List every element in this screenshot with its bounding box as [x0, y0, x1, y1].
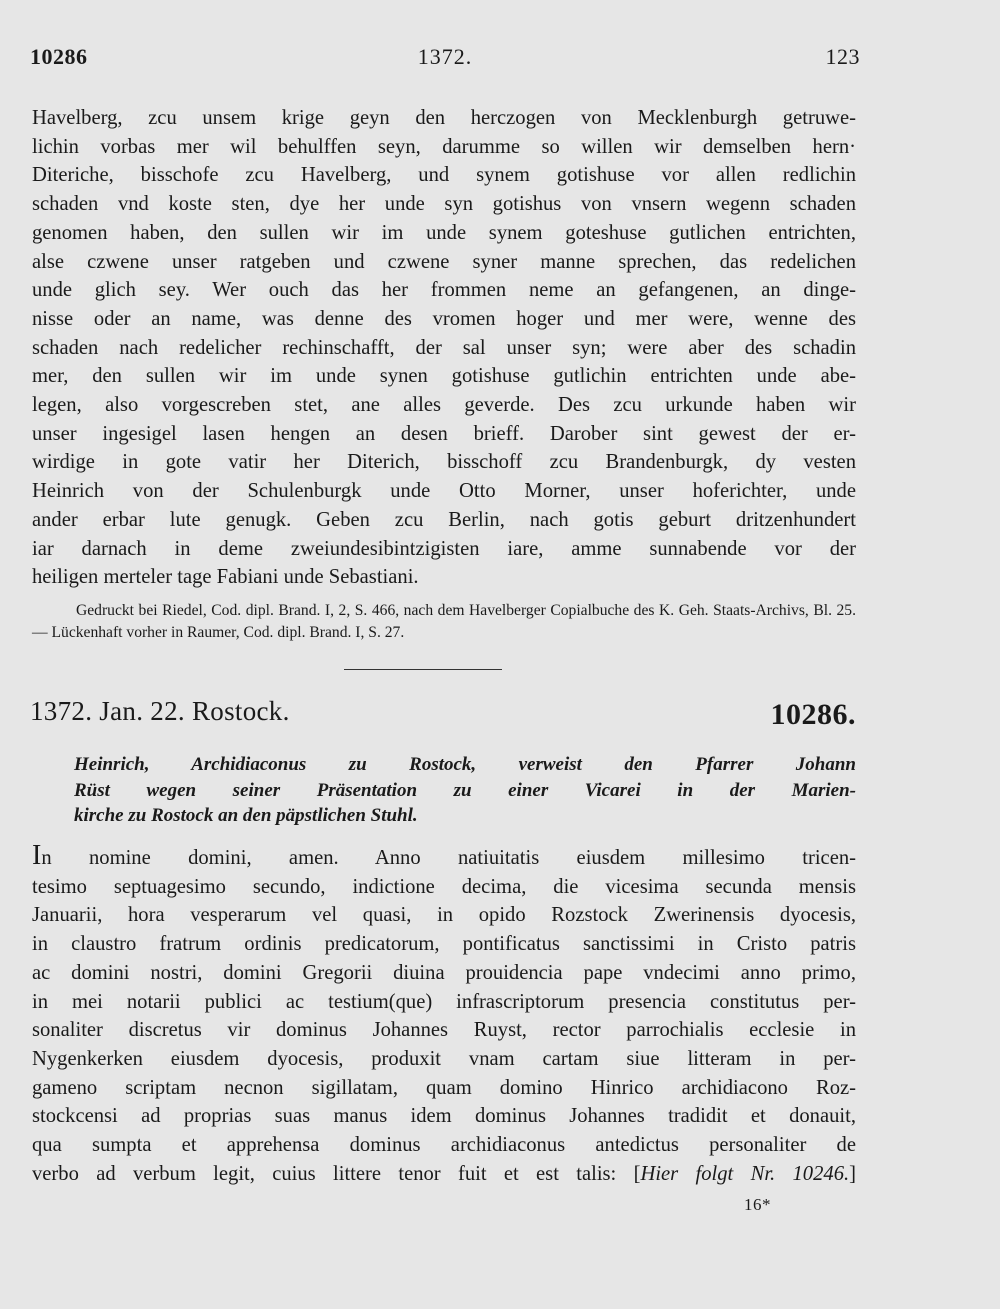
text-line: lichin vorbas mer wil behulffen seyn, darumme so willen wir demselben hern·	[32, 135, 856, 158]
summary-line: kirche zu Rostock an den päpstlichen Stuhl.	[74, 805, 418, 826]
text-line: nisse oder an name, was denne des vromen hoger und mer were, wenne des	[32, 307, 856, 330]
first-line-rest: n nomine domini, amen. Anno natiuitatis eiusdem millesimo tricen-	[41, 847, 856, 869]
text-line: wirdige in gote vatir her Diterich, bisschoff zcu Brandenburgk, dy vesten	[32, 451, 856, 474]
running-head-entry-number: 10286	[30, 44, 88, 69]
text-line: schaden vnd koste sten, dye her unde syn gotishus von vnsern wegenn schaden	[32, 193, 856, 216]
text-line: qua sumpta et apprehensa dominus archidiaconus antedictus personaliter de	[32, 1134, 856, 1157]
text-line: Diteriche, bisschofe zcu Havelberg, und synem gotishuse vor allen redlichin	[32, 164, 856, 187]
source-footnote: Gedruckt bei Riedel, Cod. dipl. Brand. I, 2, S. 466, nach dem Havelberger Copialbuche des K. Geh. Staats-Archivs, Bl. 25. — Lückenhaft vorher in Raumer, Cod. dipl. Brand. I, S. 27.	[32, 602, 856, 641]
text-line-first	[32, 840, 856, 873]
running-head	[30, 44, 860, 78]
entry-number: 10286.	[770, 698, 856, 731]
text-line: Januarii, hora vesperarum vel quasi, in opido Rozstock Zwerinensis dyocesis,	[32, 904, 856, 927]
text-line: ander erbar lute genugk. Geben zcu Berlin, nach gotis geburt dritzenhundert	[32, 508, 856, 531]
summary-line: Heinrich, Archidiaconus zu Rostock, verweist den Pfarrer Johann	[74, 754, 856, 775]
text-line: in mei notarii publici ac testium(que) infrascriptorum presencia constitutus per-	[32, 990, 856, 1013]
entry-heading	[30, 696, 856, 740]
text-line: Havelberg, zcu unsem krige geyn den herczogen von Mecklenburgh getruwe-	[32, 107, 856, 129]
last-line-text: verbo ad verbum legit, cuius littere tenor fuit et est talis:	[32, 1162, 634, 1185]
text-line: unde glich sey. Wer ouch das her frommen neme an gefangenen, an dinge-	[32, 279, 856, 302]
running-head-year: 1372.	[417, 44, 473, 69]
initial-letter: I	[32, 840, 42, 871]
text-line: unser ingesigel lasen hengen an desen brieff. Darober sint gewest der er-	[32, 422, 856, 445]
text-line: sonaliter discretus vir dominus Johannes Ruyst, rector parrochialis ecclesie in	[32, 1019, 856, 1042]
text-line-last	[32, 1160, 856, 1189]
text-line: Heinrich von der Schulenburgk unde Otto Morner, unser hoferichter, unde	[32, 480, 856, 503]
summary-line: Rüst wegen seiner Präsentation zu einer Vicarei in der Marien-	[74, 779, 856, 801]
reference-bracket-open: [	[633, 1162, 641, 1185]
text-line: heiligen merteler tage Fabiani unde Sebastiani.	[32, 566, 419, 589]
text-line: tesimo septuagesimo secundo, indictione decima, die vicesima secunda mensis	[32, 875, 856, 898]
entry-summary	[74, 752, 856, 829]
text-line: Nygenkerken eiusdem dyocesis, produxit vnam cartam siue litteram in per-	[32, 1047, 856, 1070]
text-line: in claustro fratrum ordinis predicatorum, pontificatus sanctissimi in Cristo patris	[32, 933, 856, 956]
reference-bracket-close: ]	[849, 1162, 856, 1185]
text-line: legen, also vorgescreben stet, ane alles geverde. Des zcu urkunde haben wir	[32, 394, 856, 417]
text-line: stockcensi ad proprias suas manus idem dominus Johannes tradidit et donauit,	[32, 1105, 856, 1128]
text-line: mer, den sullen wir im unde synen gotishuse gutlichin entrichten unde abe-	[32, 365, 856, 388]
page-number: 123	[825, 44, 860, 69]
text-line: schaden nach redelicher rechinschafft, der sal unser syn; were aber des schadin	[32, 336, 856, 359]
text-line: gameno scriptam necnon sigillatam, quam domino Hinrico archidiacono Roz-	[32, 1076, 856, 1099]
text-line: alse czwene unser ratgeben und czwene syner manne sprechen, das redelichen	[32, 250, 856, 273]
text-line: iar darnach in deme zweiundesibintzigisten iare, amme sunnabende vor der	[32, 537, 856, 560]
cross-reference: Hier folgt Nr. 10246.	[640, 1162, 850, 1185]
charter-text	[32, 840, 856, 1188]
entry-date-place: 1372. Jan. 22. Rostock.	[30, 696, 290, 726]
text-line: ac domini nostri, domini Gregorii diuina prouidencia pape vndecimi anno primo,	[32, 961, 856, 984]
text-line: genomen haben, den sullen wir im unde synem goteshuse gutlichen entrichten,	[32, 221, 856, 244]
signature-mark: 16*	[744, 1195, 771, 1214]
charter-text-continued	[32, 104, 856, 592]
section-separator	[344, 669, 502, 670]
